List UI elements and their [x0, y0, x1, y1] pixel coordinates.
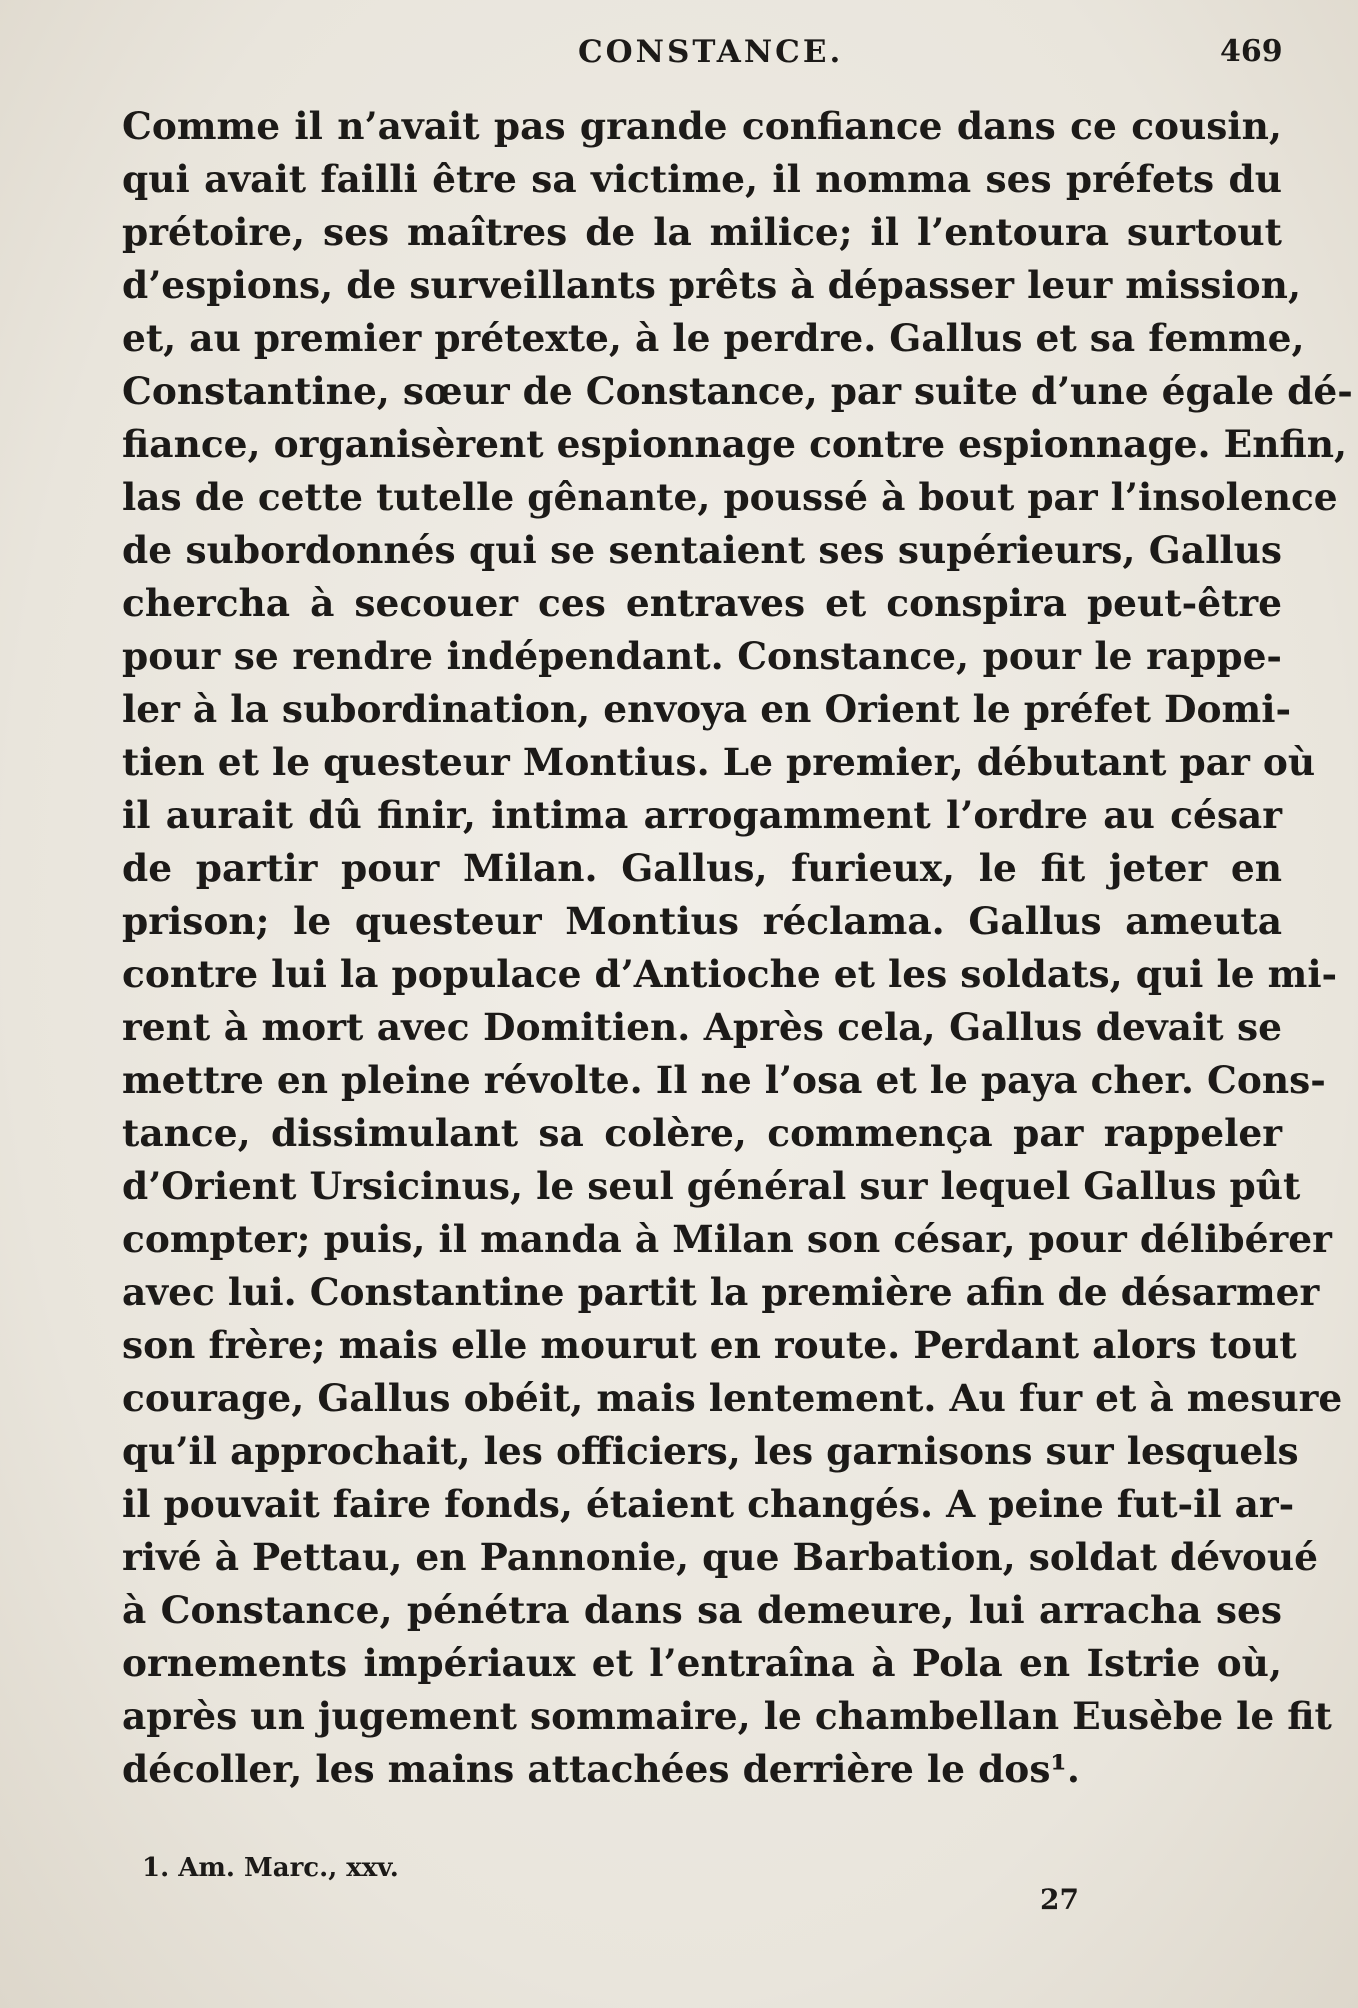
text-line: courage, Gallus obéit, mais lentement. Au fur et à mesure [122, 1376, 1343, 1420]
text-line: de partir pour Milan. Gallus, furieux, le fit jeter en [122, 846, 1282, 890]
text-line: chercha à secouer ces entraves et conspira peut-être [122, 581, 1282, 625]
text-line: pour se rendre indépendant. Constance, pour le rappe- [122, 634, 1282, 678]
text-line: qu’il approchait, les officiers, les garnisons sur lesquels [122, 1429, 1299, 1473]
page-header [0, 30, 1358, 74]
text-line: il pouvait faire fonds, étaient changés. A peine fut-il ar- [122, 1482, 1295, 1526]
text-line: contre lui la populace d’Antioche et les soldats, qui le mi- [122, 952, 1338, 996]
text-line: décoller, les mains attachées derrière le dos¹. [122, 1747, 1080, 1791]
text-line: qui avait failli être sa victime, il nomma ses préfets du [122, 157, 1282, 201]
text-line: compter; puis, il manda à Milan son césar, pour délibérer [122, 1217, 1332, 1261]
text-line: fiance, organisèrent espionnage contre espionnage. Enfin, [122, 422, 1348, 466]
text-line: prétoire, ses maîtres de la milice; il l’entoura surtout [122, 210, 1282, 254]
text-line: rivé à Pettau, en Pannonie, que Barbation, soldat dévoué [122, 1535, 1319, 1579]
text-line: à Constance, pénétra dans sa demeure, lui arracha ses [122, 1588, 1282, 1632]
text-line: avec lui. Constantine partit la première afin de désarmer [122, 1270, 1320, 1314]
text-line: las de cette tutelle gênante, poussé à bout par l’insolence [122, 475, 1338, 519]
text-line: ler à la subordination, envoya en Orient le préfet Domi- [122, 687, 1292, 731]
page-number: 469 [1220, 34, 1283, 69]
footnote: 1. Am. Marc., xxv. [142, 1853, 399, 1883]
text-line: Comme il n’avait pas grande confiance dans ce cousin, [122, 104, 1282, 148]
text-line: d’espions, de surveillants prêts à dépasser leur mission, [122, 263, 1301, 307]
text-line: après un jugement sommaire, le chambellan Eusèbe le fit [122, 1694, 1332, 1738]
running-title: CONSTANCE. [578, 34, 844, 70]
text-line: de subordonnés qui se sentaient ses supérieurs, Gallus [122, 528, 1282, 572]
text-line: prison; le questeur Montius réclama. Gallus ameuta [122, 899, 1282, 943]
text-line: d’Orient Ursicinus, le seul général sur lequel Gallus pût [122, 1164, 1301, 1208]
text-line: tien et le questeur Montius. Le premier, débutant par où [122, 740, 1316, 784]
text-line: Constantine, sœur de Constance, par suite d’une égale dé- [122, 369, 1353, 413]
text-line: ornements impériaux et l’entraîna à Pola en Istrie où, [122, 1641, 1282, 1685]
body-text [122, 100, 1353, 1796]
text-line: rent à mort avec Domitien. Après cela, Gallus devait se [122, 1005, 1282, 1049]
signature-mark: 27 [1040, 1883, 1079, 1916]
text-line: mettre en pleine révolte. Il ne l’osa et le paya cher. Cons- [122, 1058, 1326, 1102]
text-line: et, au premier prétexte, à le perdre. Gallus et sa femme, [122, 316, 1305, 360]
text-line: tance, dissimulant sa colère, commença par rappeler [122, 1111, 1282, 1155]
text-line: son frère; mais elle mourut en route. Perdant alors tout [122, 1323, 1297, 1367]
text-line: il aurait dû finir, intima arrogamment l’ordre au césar [122, 793, 1282, 837]
